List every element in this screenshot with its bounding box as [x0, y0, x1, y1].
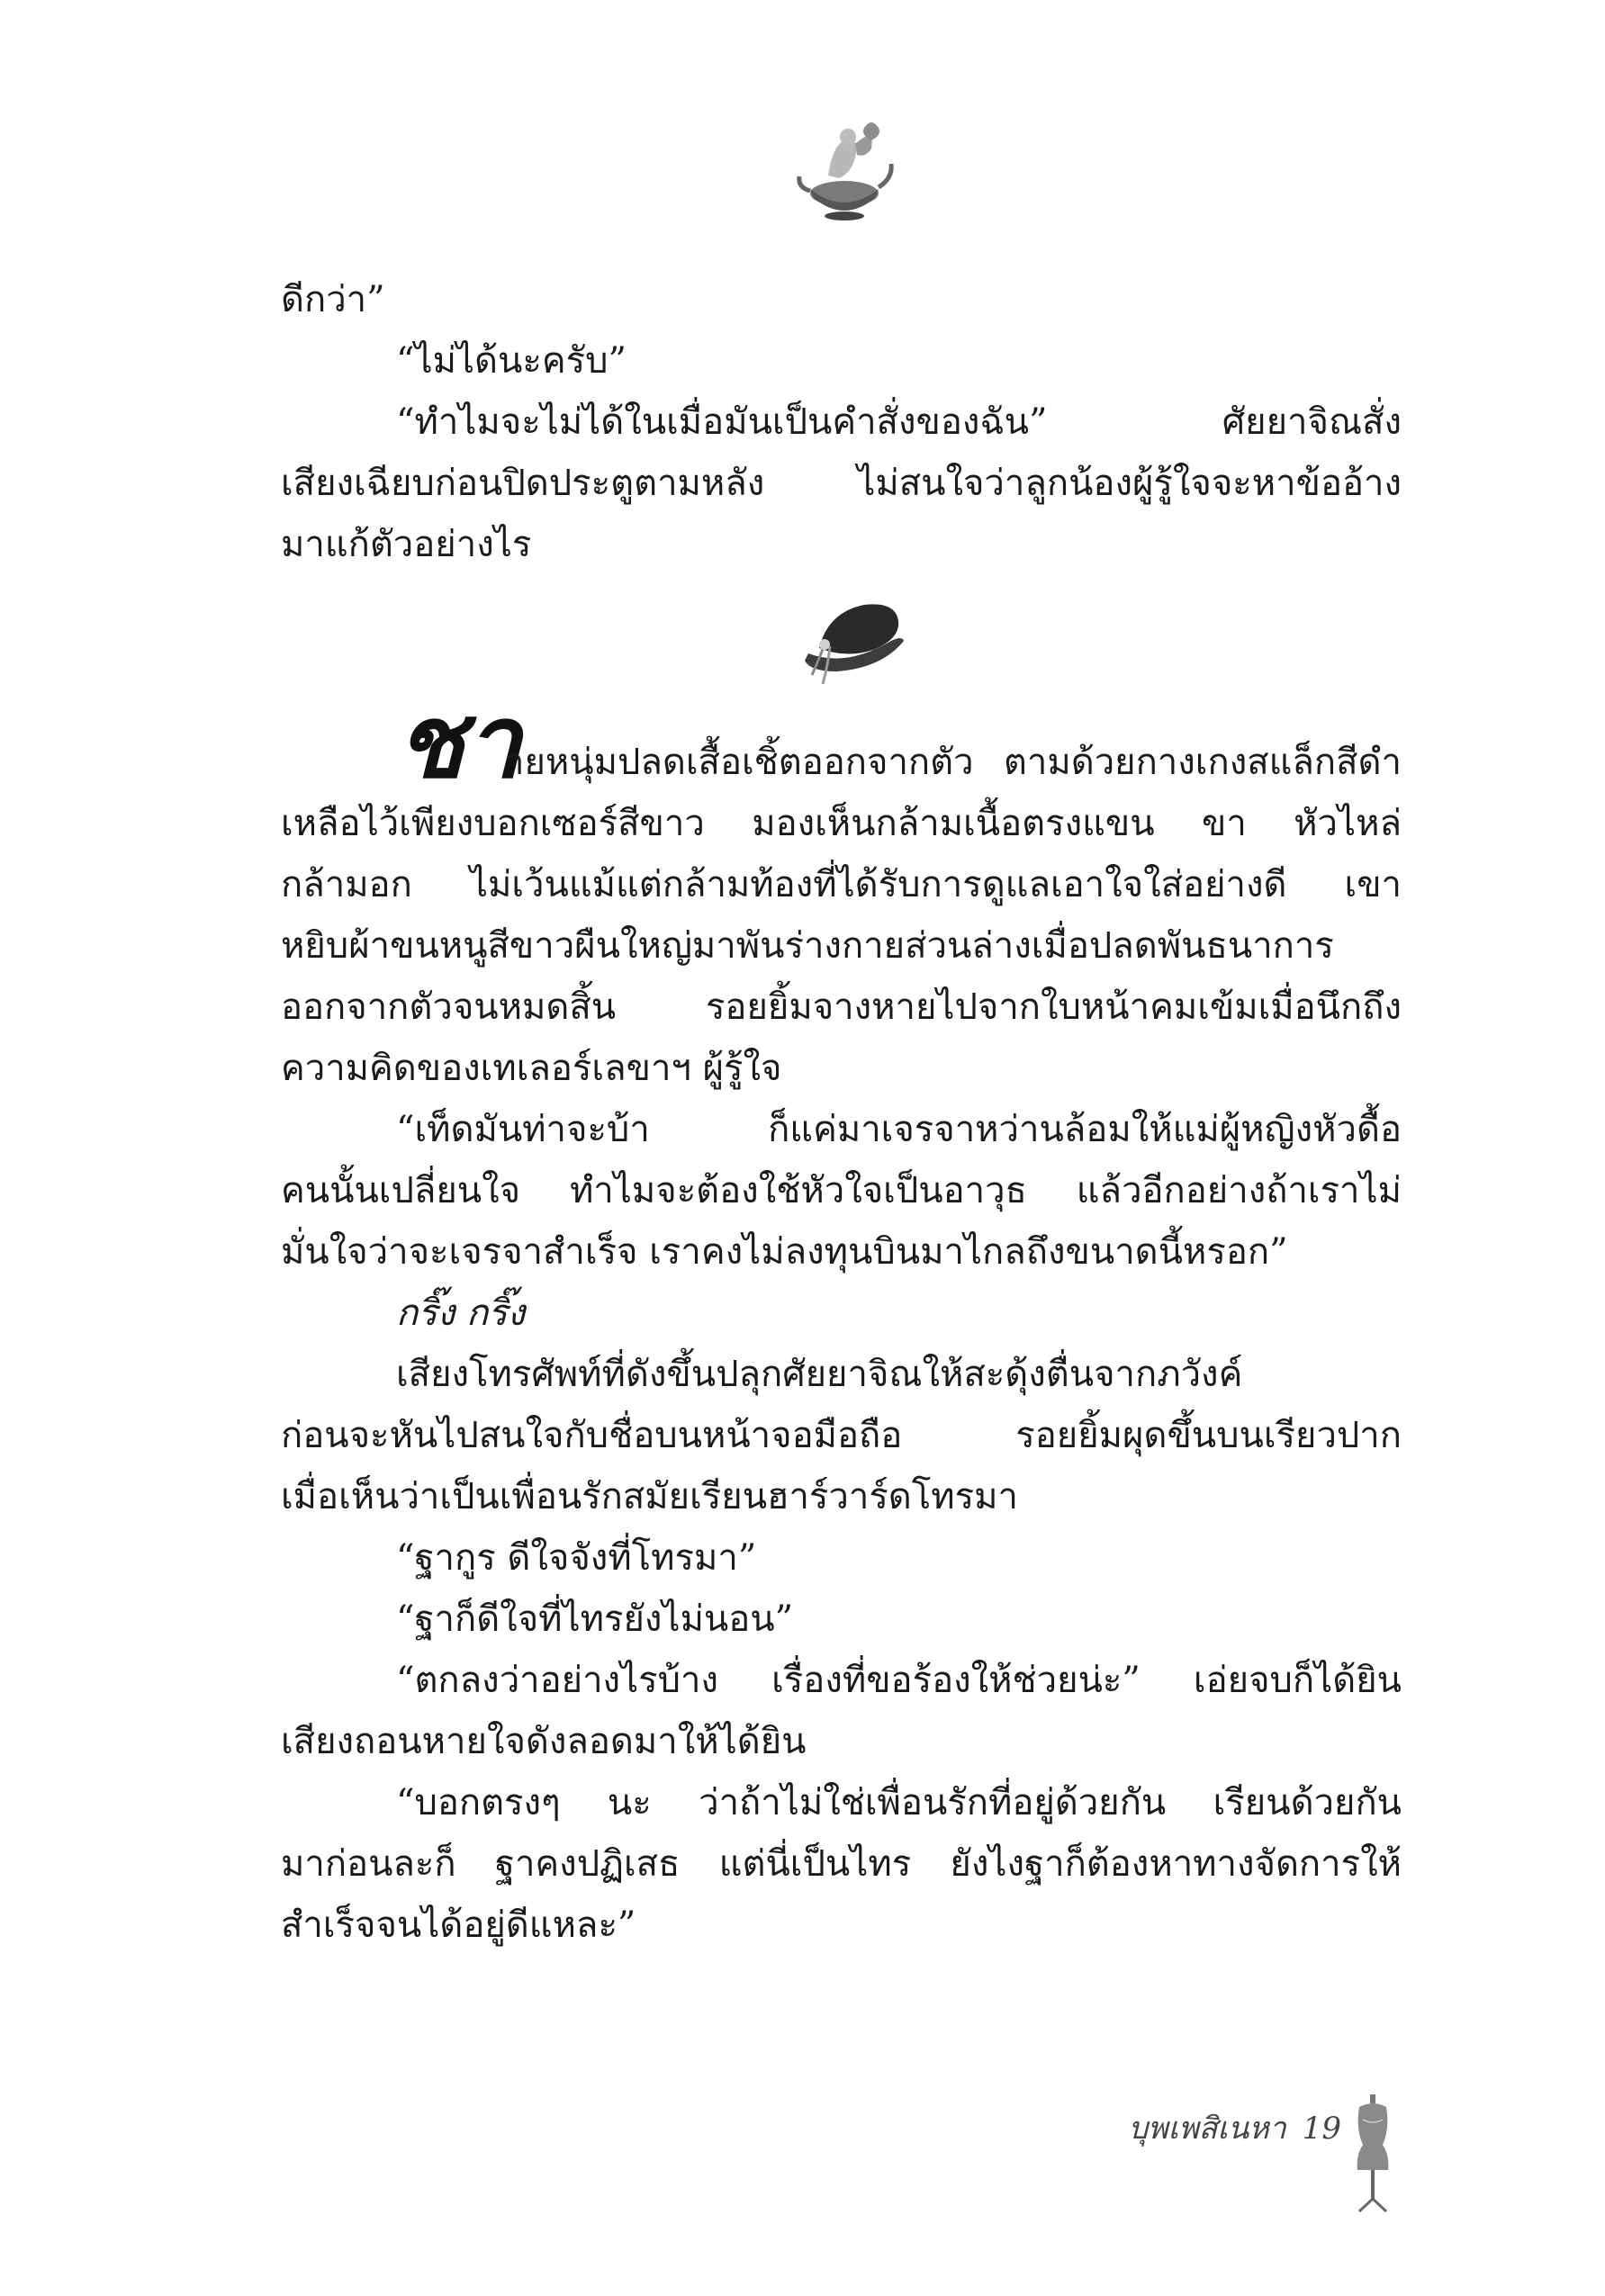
text-line: ออกจากตัวจนหมดสิ้น รอยยิ้มจางหายไปจากใบหน้าคมเข้มเมื่อนึกถึง	[281, 986, 1402, 1028]
text-line: “ฐาก็ดีใจที่ไทรยังไม่นอน”	[396, 1598, 794, 1640]
hat-ornament-icon	[792, 585, 909, 693]
page-number: 19	[1302, 2111, 1341, 2147]
drop-cap	[396, 683, 521, 801]
text-line: เหลือไว้เพียงบอกเซอร์สีขาว มองเห็นกล้ามเนื้อตรงแขน ขา หัวไหล่	[281, 803, 1402, 844]
text-line: ความคิดของเทเลอร์เลขาฯ ผู้รู้ใจ	[281, 1048, 782, 1089]
text-line: คนนั้นเปลี่ยนใจ ทำไมจะต้องใช้หัวใจเป็นอาวุธ แล้วอีกอย่างถ้าเราไม่	[281, 1170, 1402, 1211]
text-line: “ไม่ได้นะครับ”	[396, 340, 627, 382]
text-line: “ทำไมจะไม่ได้ในเมื่อมันเป็นคำสั่งของฉัน” ศัยยาจิณสั่ง	[396, 401, 1402, 443]
teapot-cupid-ornament-icon	[792, 108, 900, 225]
text-line: สำเร็จจนได้อยู่ดีแหละ”	[281, 1904, 636, 1946]
text-line: เมื่อเห็นว่าเป็นเพื่อนรักสมัยเรียนฮาร์วาร์ดโทรมา	[281, 1476, 1018, 1517]
text-line: “เท็ดมันท่าจะบ้า ก็แค่มาเจรจาหว่านล้อมให้แม่ผู้หญิงหัวดื้อ	[396, 1109, 1402, 1150]
text-line: “ตกลงว่าอย่างไรบ้าง เรื่องที่ขอร้องให้ช่วยน่ะ” เอ่ยจบก็ได้ยิน	[396, 1660, 1402, 1701]
text-line: “บอกตรงๆ นะ ว่าถ้าไม่ใช่เพื่อนรักที่อยู่ด้วยกัน เรียนด้วยกัน	[396, 1782, 1402, 1823]
text-line: เสียงโทรศัพท์ที่ดังขึ้นปลุกศัยยาจิณให้สะดุ้งตื่นจากภวังค์	[396, 1354, 1243, 1395]
dress-form-icon	[1350, 2093, 1395, 2219]
text-line: “ฐากูร ดีใจจังที่โทรมา”	[396, 1537, 757, 1579]
text-line: ก่อนจะหันไปสนใจกับชื่อบนหน้าจอมือถือ รอยยิ้มผุดขึ้นบนเรียวปาก	[281, 1415, 1402, 1456]
text-line: มาก่อนละก็ ฐาคงปฏิเสธ แต่นี่เป็นไทร ยังไงฐาก็ต้องหาทางจัดการให้	[281, 1843, 1402, 1885]
text-line: ายหนุ่มปลดเสื้อเชิ้ตออกจากตัว ตามด้วยกางเกงสแล็กสีดำ	[504, 742, 1402, 783]
text-line: มาแก้ตัวอย่างไร	[281, 524, 532, 565]
text-line: ดีกว่า”	[281, 279, 385, 320]
text-line: กล้ามอก ไม่เว้นแม้แต่กล้ามท้องที่ได้รับการดูแลเอาใจใส่อย่างดี เขา	[281, 864, 1402, 905]
page-footer	[1080, 2102, 1341, 2156]
text-line: มั่นใจว่าจะเจรจาสำเร็จ เราคงไม่ลงทุนบินมาไกลถึงขนาดนี้หรอก”	[281, 1231, 1288, 1273]
text-line: เสียงถอนหายใจดังลอดมาให้ได้ยิน	[281, 1721, 807, 1762]
text-line-sound: กริ๊ง กริ๊ง	[396, 1292, 526, 1334]
text-line: เสียงเฉียบก่อนปิดประตูตามหลัง ไม่สนใจว่าลูกน้องผู้รู้ใจจะหาข้ออ้าง	[281, 463, 1402, 504]
drop-cap-letter: ชา	[396, 683, 521, 801]
text-line: หยิบผ้าขนหนูสีขาวผืนใหญ่มาพันร่างกายส่วนล่างเมื่อปลดพันธนาการ	[281, 925, 1334, 967]
book-title: บุพเพสิเนหา	[1128, 2111, 1286, 2147]
